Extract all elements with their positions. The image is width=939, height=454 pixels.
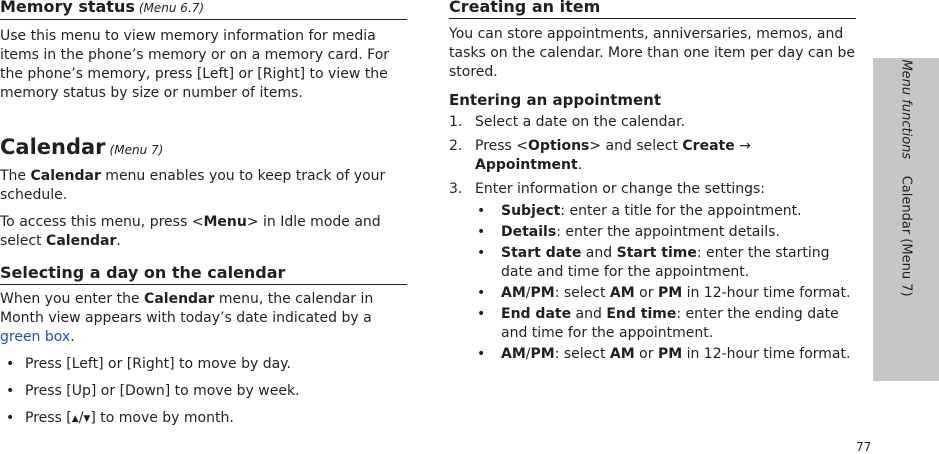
selecting-day-text: When you enter the Calendar menu, the calendar in Month view appears with today’s date indicated by a green box. — [0, 291, 374, 345]
calendar-heading: Calendar (Menu 7) — [0, 135, 164, 159]
navigation-bullets — [0, 355, 407, 429]
list-item: • Press [Up] or [Down] to move by week. — [6, 383, 300, 399]
chapter-side-label — [897, 59, 916, 296]
selecting-day-heading: Selecting a day on the calendar — [0, 264, 407, 285]
creating-item-heading: Creating an item — [449, 0, 856, 19]
list-item: • Press [▲/▼] to move by month. — [0, 409, 407, 429]
list-item: • Details: enter the appointment details. — [477, 224, 780, 240]
memory-status-menu-ref: (Menu 6.7) — [138, 1, 205, 15]
memory-status-heading: Memory status (Menu 6.7) — [0, 0, 407, 20]
calendar-access-text: To access this menu, press <Menu> in Idle mode and select Calendar. — [0, 214, 381, 249]
list-item: • AM/PM: select AM or PM in 12-hour time format. — [477, 346, 851, 362]
list-item: • Press [Left] or [Right] to move by day. — [6, 356, 291, 372]
down-arrow-icon: ▼ — [83, 414, 91, 424]
list-item: 2. Press <Options> and select Create → Appointment. — [449, 138, 751, 173]
calendar-intro-text: The Calendar menu enables you to keep track of your schedule. — [0, 168, 386, 203]
appointment-steps — [449, 113, 856, 199]
chapter-title: Menu functions — [898, 59, 914, 160]
appointment-settings — [449, 202, 856, 364]
entering-appointment-heading: Entering an appointment — [449, 91, 662, 109]
left-column — [0, 0, 407, 429]
up-arrow-icon: ▲ — [71, 414, 79, 424]
right-column — [449, 0, 856, 364]
list-item: • End date and End time: enter the ending date and time for the appointment. — [477, 306, 839, 341]
page-number: 77 — [856, 440, 872, 454]
green-box-link[interactable]: green box — [0, 329, 71, 345]
creating-item-text: You can store appointments, anniversaries, memos, and tasks on the calendar. More than one item per day can be stored. — [449, 26, 856, 80]
calendar-menu-ref: (Menu 7) — [109, 143, 164, 157]
chapter-section: Calendar (Menu 7) — [898, 175, 914, 297]
list-item: 1. Select a date on the calendar. — [449, 114, 686, 130]
list-item: • AM/PM: select AM or PM in 12-hour time format. — [477, 285, 851, 301]
list-item: • Start date and Start time: enter the starting date and time for the appointment. — [477, 245, 830, 280]
list-item: 3. Enter information or change the settings: — [449, 181, 765, 197]
list-item: • Subject: enter a title for the appointment. — [477, 203, 802, 219]
memory-status-text: Use this menu to view memory information for media items in the phone’s memory or on a memory card. For the phone’s memory, press [Left] or [Right] to view the memory status by size or number of items. — [0, 28, 390, 101]
